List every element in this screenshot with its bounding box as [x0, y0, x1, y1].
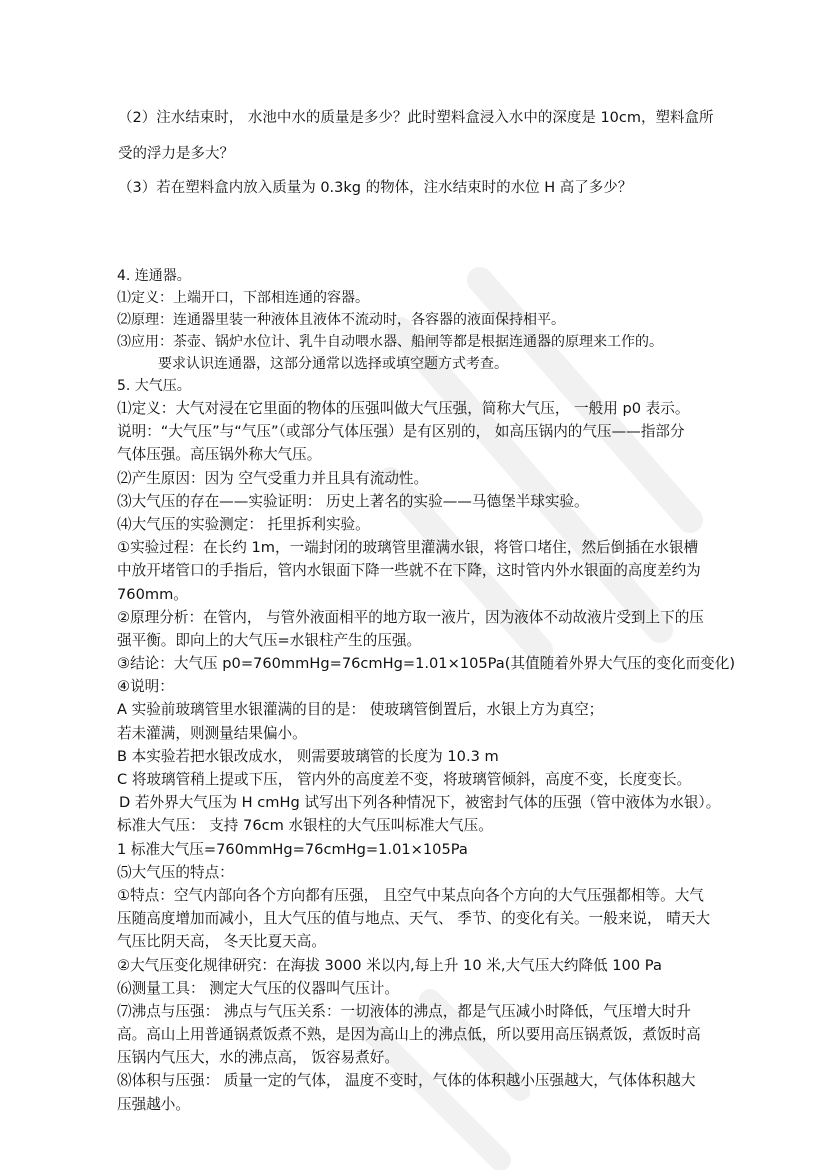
question-3: （3）若在塑料盒内放入质量为 0.3kg 的物体，注水结束时的水位 H 高了多少？: [118, 180, 633, 196]
section-5-line: 中放开堵管口的手指后，管内水银面下降一些就不在下降，这时管内外水银面的高度差约为: [117, 562, 701, 580]
section-5-line: ⑴定义：大气对浸在它里面的物体的压强叫做大气压强，简称大气压， 一般用 p0 表示。: [117, 400, 690, 417]
section-5-line: A 实验前玻璃管里水银灌满的目的是： 使玻璃管倒置后，水银上方为真空；: [117, 701, 604, 719]
section-4-line: ⑶应用：茶壶、锅炉水位计、乳牛自动喂水器、船闸等都是根据连通器的原理来工作的。: [117, 334, 663, 350]
section-5-line: B 本实验若把水银改成水， 则需要玻璃管的长度为 10.3 m: [117, 747, 499, 765]
section-5-line: 压强越小。: [117, 1095, 190, 1113]
section-5-line: 1 标准大气压=760mmHg=76cmHg=1.01×105Pa: [117, 840, 468, 858]
section-4-line: ⑴定义：上端开口，下部相连通的容器。: [117, 290, 369, 306]
question-2-line-2: 受的浮力是多大？: [118, 146, 234, 162]
section-5-line: ①实验过程：在长约 1m，一端封闭的玻璃管里灌满水银，将管口堵住，然后倒插在水银槽: [117, 539, 699, 557]
section-4-line: ⑵原理：连通器里装一种液体且液体不流动时，各容器的液面保持相平。: [117, 312, 565, 328]
section-5-line: D 若外界大气压为 H cmHg 试写出下列各种情况下，被密封气体的压强（管中液体为水银）。: [119, 794, 721, 812]
section-5-heading: 5. 大气压。: [117, 378, 191, 394]
section-5-line: 气压比阴天高， 冬天比夏天高。: [117, 933, 326, 951]
section-5-line: 气体压强。高压锅外称大气压。: [117, 446, 322, 464]
section-5-line: 强平衡。即向上的大气压=水银柱产生的压强。: [117, 631, 422, 649]
section-5-line: ⑷大气压的实验测定： 托里拆利实验。: [117, 515, 370, 533]
section-4-note: 要求认识连通器，这部分通常以选择或填空题方式考查。: [158, 356, 508, 372]
section-5-line: ⑻体积与压强： 质量一定的气体， 温度不变时，气体的体积越小压强越大，气体体积越大: [117, 1072, 696, 1090]
section-5-line: ⑺沸点与压强： 沸点与气压关系：一切液体的沸点，都是气压减小时降低，气压增大时升: [117, 1002, 691, 1020]
section-4-heading: 4. 连通器。: [117, 268, 191, 284]
question-2-line-1: （2）注水结束时， 水池中水的质量是多少？此时塑料盒浸入水中的深度是 10cm，塑料盒所: [118, 110, 714, 126]
section-atmospheric-pressure: [117, 397, 736, 1116]
section-5-line: ④说明：: [117, 678, 174, 696]
section-5-line: ②原理分析：在管内， 与管外液面相平的地方取一液片，因为液体不动故液片受到上下的压: [117, 608, 704, 626]
section-5-line: ⑹测量工具： 测定大气压的仪器叫气压计。: [117, 979, 399, 997]
section-5-line: 高。高山上用普通锅煮饭煮不熟，是因为高山上的沸点低，所以要用高压锅煮饭，煮饭时高: [117, 1026, 701, 1044]
section-5-line: 若未灌满，则测量结果偏小。: [117, 724, 307, 742]
section-5-line: ③结论：大气压 p0=760mmHg=76cmHg=1.01×105Pa(其值随着外界大气压的变化而变化): [117, 655, 736, 673]
section-5-line: ⑶大气压的存在——实验证明： 历史上著名的实验——马德堡半球实验。: [117, 492, 589, 510]
section-5-line: ②大气压变化规律研究：在海拔 3000 米以内,每上升 10 米,大气压大约降低 100 Pa: [117, 956, 662, 974]
section-5-line: 压锅内气压大，水的沸点高， 饭容易煮好。: [117, 1049, 399, 1067]
section-connected-vessels: [117, 265, 717, 397]
section-5-line: 标准大气压： 支持 76cm 水银柱的大气压叫标准大气压。: [117, 817, 493, 835]
section-5-line: ⑸大气压的特点：: [117, 863, 234, 881]
section-5-line: C 将玻璃管稍上提或下压， 管内外的高度差不变，将玻璃管倾斜，高度不变，长度变长。: [117, 771, 692, 788]
section-5-line: 说明：“大气压”与“气压”（或部分气体压强）是有区别的， 如高压锅内的气压——指部分: [117, 423, 685, 441]
section-5-line: ①特点：空气内部向各个方向都有压强， 且空气中某点向各个方向的大气压强都相等。大气: [117, 886, 704, 904]
section-5-line: 760mm。: [117, 585, 188, 603]
section-5-line: ⑵产生原因：因为 空气受重力并且具有流动性。: [117, 469, 429, 487]
section-5-line: 压随高度增加而减小，且大气压的值与地点、天气、 季节、的变化有关。一般来说， 晴天大: [117, 910, 711, 928]
